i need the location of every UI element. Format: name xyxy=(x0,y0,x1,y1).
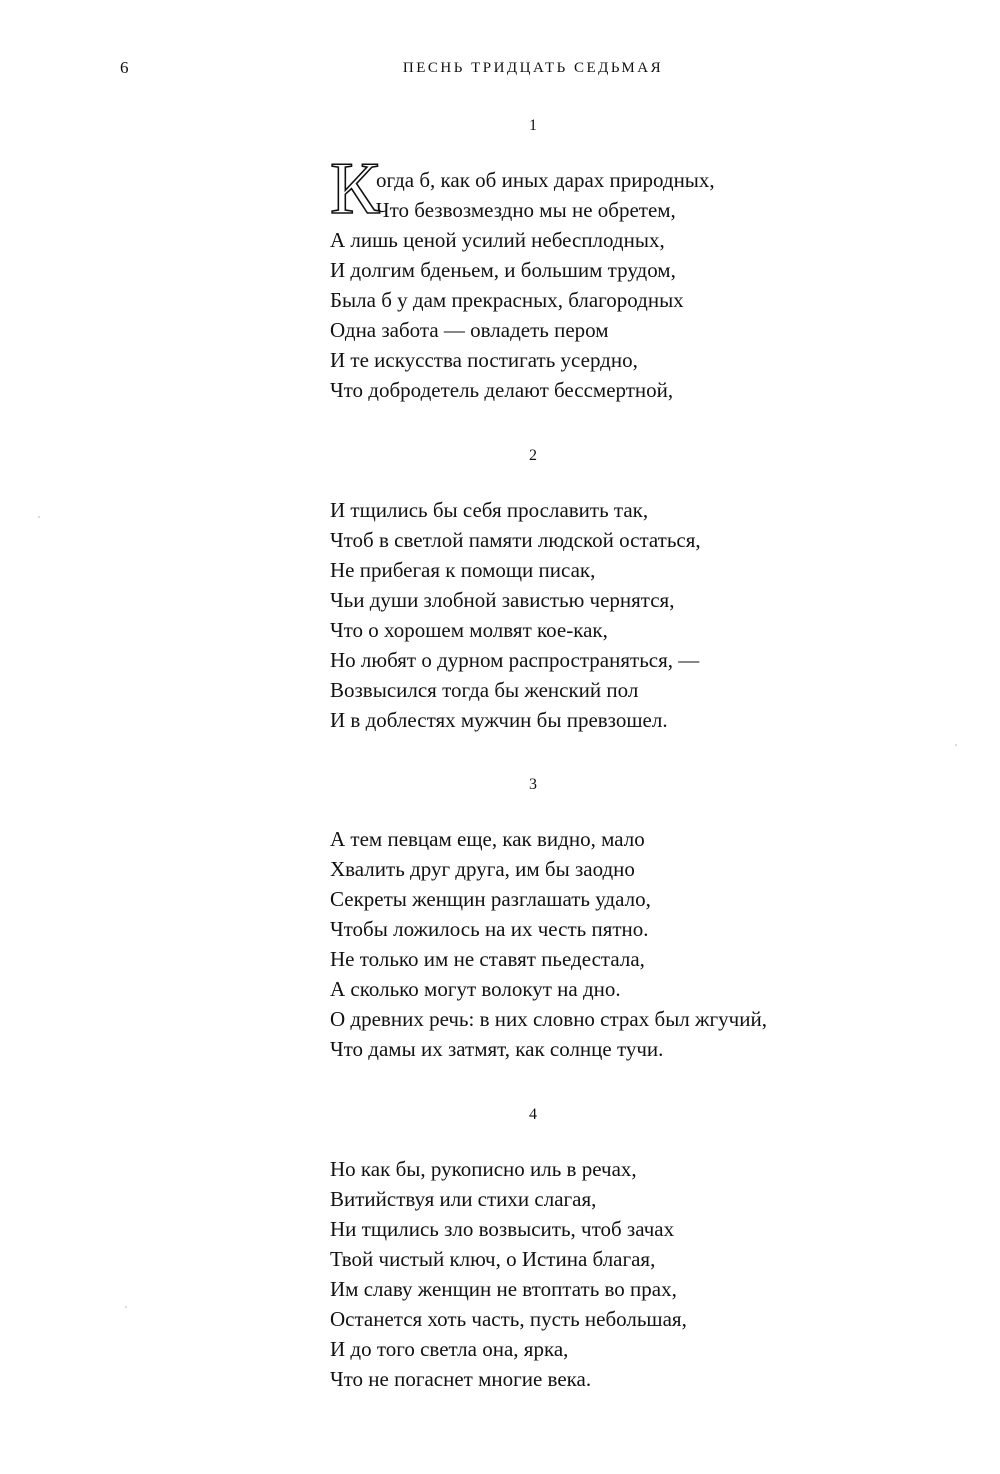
verse-line: И в доблестях мужчин бы превзошел. xyxy=(330,708,668,732)
stanza-number: 1 xyxy=(529,117,537,134)
verse-line: Одна забота — овладеть пером xyxy=(330,318,609,342)
page-number: 6 xyxy=(120,58,129,77)
verse-line: Чтоб в светлой памяти людской остаться, xyxy=(330,528,701,552)
verse-line: Что безвозмездно мы не обретем, xyxy=(376,198,676,222)
verse-line: И тщились бы себя прославить так, xyxy=(330,498,649,522)
verse-line: Что добродетель делают бессмертной, xyxy=(330,378,674,402)
verse-line: Твой чистый ключ, о Истина благая, xyxy=(330,1247,656,1271)
verse-line: Им славу женщин не втоптать во прах, xyxy=(330,1277,677,1301)
verse-line: Не только им не ставят пьедестала, xyxy=(330,947,645,971)
verse-line: А лишь ценой усилий небесплодных, xyxy=(330,228,665,252)
verse-line: Витийствуя или стихи слагая, xyxy=(330,1187,597,1211)
stanza-lines xyxy=(330,824,767,1064)
verse-line: И до того светла она, ярка, xyxy=(330,1337,569,1361)
verse-line: Хвалить друг друга, им бы заодно xyxy=(330,857,635,881)
stanza-number: 2 xyxy=(529,447,537,464)
verse-line: А тем певцам еще, как видно, мало xyxy=(330,827,645,851)
running-head: ПЕСНЬ ТРИДЦАТЬ СЕДЬМАЯ xyxy=(402,60,664,76)
stanza-lines xyxy=(330,165,715,405)
verse-line: Была б у дам прекрасных, благородных xyxy=(330,288,684,312)
scan-speck xyxy=(955,744,957,746)
verse-line: Останется хоть часть, пусть небольшая, xyxy=(330,1307,687,1331)
verse-line: огда б, как об иных дарах природных, xyxy=(376,168,715,192)
verse-line: Но любят о дурном распространяться, — xyxy=(330,648,700,672)
verse-line: И долгим бденьем, и большим трудом, xyxy=(330,258,676,282)
verse-line: Ни тщились зло возвысить, чтоб зачах xyxy=(330,1217,675,1241)
verse-line: Что о хорошем молвят кое-как, xyxy=(330,618,608,642)
verse-line: Чьи души злобной завистью чернятся, xyxy=(330,588,675,612)
stanza-lines xyxy=(330,495,701,735)
stanza-lines xyxy=(330,1154,687,1394)
verse-line: Чтобы ложилось на их честь пятно. xyxy=(330,917,649,941)
verse-line: Не прибегая к помощи писак, xyxy=(330,558,596,582)
verse-line: А сколько могут волокут на дно. xyxy=(330,977,621,1001)
verse-line: И те искусства постигать усердно, xyxy=(330,348,638,372)
verse-line: Но как бы, рукописно иль в речах, xyxy=(330,1157,637,1181)
verse-line: Секреты женщин разглашать удало, xyxy=(330,887,651,911)
verse-line: Что дамы их затмят, как солнце тучи. xyxy=(330,1037,664,1061)
stanza-number: 3 xyxy=(529,776,537,793)
verse-line: О древних речь: в них словно страх был жгучий, xyxy=(330,1007,767,1031)
scan-speck xyxy=(38,516,40,518)
scan-speck xyxy=(125,1306,127,1308)
stanza-number: 4 xyxy=(529,1106,537,1123)
verse-line: Возвысился тогда бы женский пол xyxy=(330,678,639,702)
verse-line: Что не погаснет многие века. xyxy=(330,1367,592,1391)
drop-cap-initial: К xyxy=(330,148,380,230)
